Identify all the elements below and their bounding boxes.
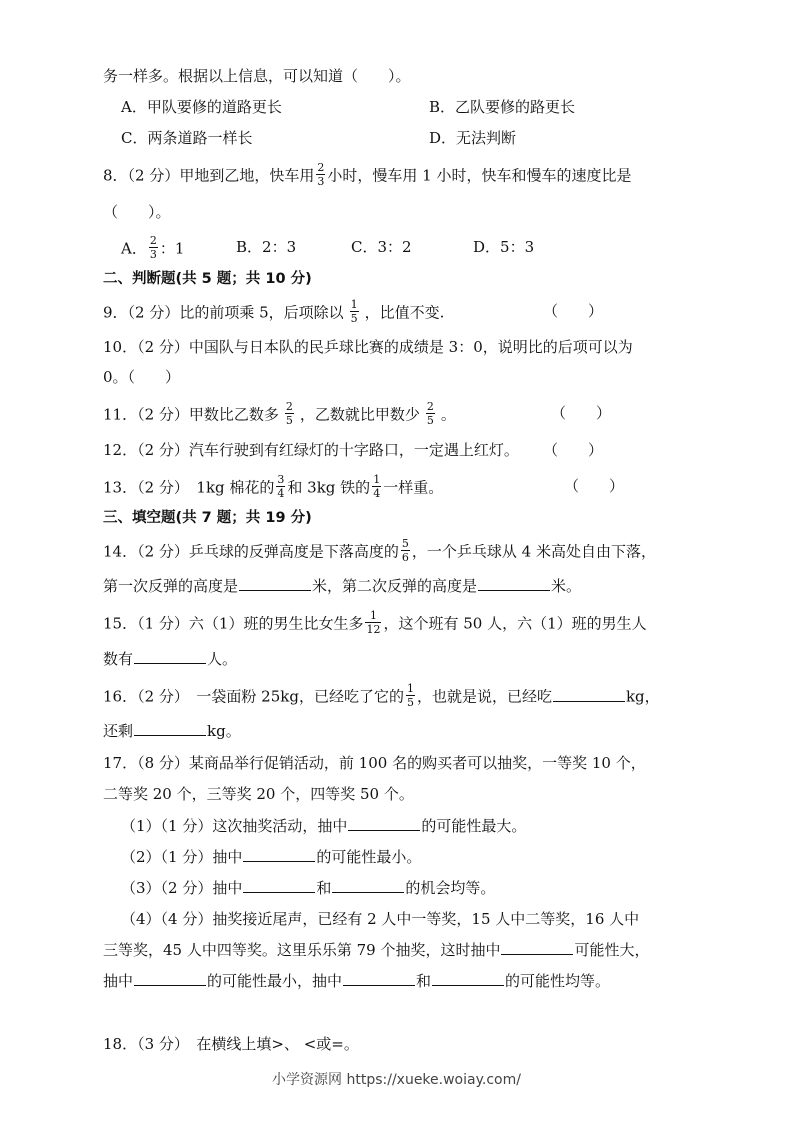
frac-num: 1 [369, 609, 377, 622]
q17-line1: 17．（8 分）某商品举行促销活动，前 100 名的购买者可以抽奖，一等奖 10 个， [103, 754, 646, 772]
q17-sub3-text-c: 的机会均等。 [405, 879, 496, 897]
q16-text-pre: 16．（2 分） 一袋面粉 25kg，已经吃了它的 [103, 687, 404, 706]
q15-text-a: 数有 [103, 650, 134, 668]
q16-blank-2[interactable] [134, 721, 206, 736]
frac-den: 12 [366, 623, 381, 636]
q15-text-post: ，这个班有 50 人，六（1）班的男生人 [383, 614, 647, 633]
q17-sub4-line2 [103, 940, 650, 960]
q8-option-b: B．2：3 [236, 238, 297, 256]
q14-text-pre: 14．（2 分）乒乓球的反弹高度是下落高度的 [103, 542, 399, 561]
q9-question [103, 298, 445, 326]
frac-den: 5 [406, 696, 414, 709]
frac-num: 2 [149, 234, 157, 247]
q14-text-a: 第一次反弹的高度是 [103, 577, 239, 595]
q9-answer-paren: （ ） [543, 302, 604, 320]
q15-line1 [103, 609, 647, 637]
q7-tail: 务一样多。根据以上信息，可以知道（ ）。 [103, 67, 411, 85]
q16-text-a: 还剩 [103, 722, 134, 740]
q17-sub3 [121, 878, 495, 898]
q14-blank-2[interactable] [478, 576, 550, 591]
q14-text-b: 米，第二次反弹的高度是 [312, 577, 478, 595]
section-heading-judgement: 二、判断题(共 5 题；共 10 分) [103, 271, 312, 287]
q7-option-d: D．无法判断 [429, 129, 517, 147]
frac-num: 2 [426, 400, 434, 413]
q16-line1 [103, 682, 660, 710]
q15-text-pre: 15．（1 分）六（1）班的男生比女生多 [103, 614, 364, 633]
q17-sub4-line3 [103, 971, 610, 991]
q11-text-post: 。 [440, 405, 456, 424]
q13-question [103, 473, 444, 501]
q17-sub4-blank-4[interactable] [432, 971, 504, 986]
q17-sub4-blank-1[interactable] [501, 940, 573, 955]
frac-den: 4 [373, 487, 381, 500]
q8-option-d: D．5：3 [473, 238, 535, 256]
q17-sub4-text-e: 和 [416, 972, 432, 990]
q13-fraction-2 [372, 474, 381, 499]
q17-sub1-text-a: （1）（1 分）这次抽奖活动，抽中 [121, 817, 348, 835]
q13-text-pre: 13．（2 分） 1kg 棉花的 [103, 478, 275, 497]
q11-answer-paren: （ ） [551, 404, 612, 422]
q17-line2: 二等奖 20 个，三等奖 20 个，四等奖 50 个。 [103, 785, 414, 803]
q17-sub4-text-a: 三等奖，45 人中四等奖。这里乐乐第 79 个抽奖，这时抽中 [103, 941, 501, 959]
q10-line2: 0。（ ） [103, 368, 181, 386]
frac-num: 1 [350, 298, 358, 311]
q13-fraction-1 [276, 474, 285, 499]
q17-sub1-text-b: 的可能性最大。 [421, 817, 527, 835]
q8-fraction [316, 162, 325, 187]
frac-den: 4 [277, 487, 285, 500]
frac-den: 5 [350, 312, 358, 325]
q14-fraction [401, 538, 410, 563]
q13-text-mid: 和 3kg 铁的 [287, 478, 371, 497]
q8-option-a [121, 234, 185, 262]
q17-sub2-text-a: （2）（1 分）抽中 [121, 848, 243, 866]
q12-question: 12．（2 分）汽车行驶到有红绿灯的十字路口，一定遇上红灯。 [103, 441, 519, 459]
frac-den: 3 [149, 248, 157, 261]
q14-line2 [103, 576, 581, 596]
frac-den: 5 [426, 414, 434, 427]
page-footer-watermark: 小学资源网 https://xueke.woiay.com/ [272, 1072, 521, 1088]
q17-sub2 [121, 847, 421, 867]
q15-text-b: 人。 [207, 650, 238, 668]
q11-fraction-1 [285, 401, 294, 426]
q17-sub4-text-f: 的可能性均等。 [505, 972, 611, 990]
q13-answer-paren: （ ） [564, 477, 625, 495]
q8-option-a-fraction [149, 235, 158, 260]
q16-text-post2: kg， [625, 687, 660, 706]
q17-sub2-text-b: 的可能性最小。 [316, 848, 422, 866]
q17-sub3-blank-1[interactable] [243, 878, 315, 893]
frac-num: 3 [277, 473, 285, 486]
q8-option-c: C．3：2 [351, 238, 412, 256]
q11-question [103, 400, 456, 428]
q16-text-b: kg。 [207, 722, 241, 740]
q17-sub2-blank[interactable] [243, 847, 315, 862]
q8-paren: （ ）。 [103, 203, 171, 221]
q11-text-pre: 11．（2 分）甲数比乙数多 [103, 405, 279, 424]
q7-option-c: C．两条道路一样长 [121, 129, 253, 147]
q15-blank[interactable] [134, 649, 206, 664]
q8-text-pre: 8．（2 分）甲地到乙地，快车用 [103, 166, 315, 185]
q16-blank-1[interactable] [553, 687, 625, 702]
q11-text-mid: ，乙数就比甲数少 [299, 405, 420, 424]
q17-sub4-line1: （4）（4 分）抽奖接近尾声，已经有 2 人中一等奖，15 人中二等奖，16 人中 [121, 910, 640, 928]
q9-text-post: ，比值不变. [364, 303, 445, 322]
q17-sub4-text-d: 的可能性最小，抽中 [207, 972, 343, 990]
q8-question [103, 161, 632, 189]
q8-option-a-post: ：1 [159, 239, 185, 258]
q17-sub4-text-b: 可能性大， [574, 941, 650, 959]
q14-blank-1[interactable] [239, 576, 311, 591]
q16-fraction [406, 683, 415, 708]
section-heading-fill-in: 三、填空题(共 7 题；共 19 分) [103, 510, 312, 526]
frac-num: 1 [373, 473, 381, 486]
frac-den: 6 [401, 551, 409, 564]
q17-sub1 [121, 816, 526, 836]
q12-answer-paren: （ ） [543, 441, 604, 459]
frac-num: 1 [406, 682, 414, 695]
q17-sub4-text-c: 抽中 [103, 972, 134, 990]
q16-line2 [103, 721, 241, 741]
q14-text-post: ，一个乒乓球从 4 米高处自由下落， [411, 542, 656, 561]
q17-sub4-blank-2[interactable] [134, 971, 206, 986]
q9-fraction [350, 299, 359, 324]
q14-line1 [103, 537, 656, 565]
frac-den: 5 [285, 414, 293, 427]
q8-text-post: 小时，慢车用 1 小时，快车和慢车的速度比是 [327, 166, 632, 185]
frac-num: 2 [317, 161, 325, 174]
q7-option-a: A．甲队要修的道路更长 [121, 98, 282, 116]
q16-text-post: ，也就是说，已经吃 [416, 687, 552, 706]
frac-num: 2 [285, 400, 293, 413]
q8-option-a-label: A． [121, 239, 147, 258]
q17-sub3-blank-2[interactable] [332, 878, 404, 893]
q15-fraction [365, 610, 381, 635]
q15-line2 [103, 649, 237, 669]
q9-text-pre: 9．（2 分）比的前项乘 5，后项除以 [103, 303, 344, 322]
q17-sub4-blank-3[interactable] [343, 971, 415, 986]
q13-text-post: 一样重。 [383, 478, 444, 497]
q17-sub1-blank[interactable] [348, 816, 420, 831]
q18-question: 18．（3 分） 在横线上填>、 <或=。 [103, 1035, 359, 1053]
q14-text-c: 米。 [551, 577, 582, 595]
q17-sub3-text-b: 和 [316, 879, 332, 897]
q17-sub3-text-a: （3）（2 分）抽中 [121, 879, 243, 897]
q10-line1: 10．（2 分）中国队与日本队的民乒球比赛的成绩是 3：0，说明比的后项可以为 [103, 338, 633, 356]
frac-den: 3 [317, 175, 325, 188]
q11-fraction-2 [426, 401, 435, 426]
q7-option-b: B．乙队要修的路更长 [429, 98, 576, 116]
frac-num: 5 [401, 537, 409, 550]
